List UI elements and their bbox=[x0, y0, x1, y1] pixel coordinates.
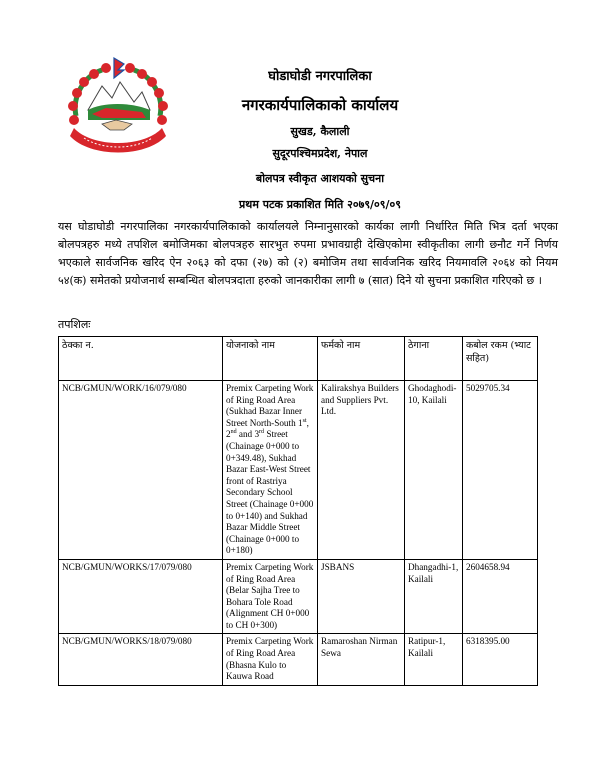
address-line-1: सुखड, कैलाली bbox=[290, 125, 350, 138]
nepal-emblem-icon bbox=[62, 56, 174, 160]
project-name-cell bbox=[223, 381, 318, 560]
project-name-text: Premix Carpeting Work of Ring Road Area (Sukhad Bazar Inner Street North-South 1 bbox=[226, 383, 314, 428]
ordinal-suffix: rd bbox=[259, 429, 265, 436]
contract-no-cell: NCB/GMUN/WORKS/17/079/080 bbox=[59, 559, 223, 634]
contract-no-cell: NCB/GMUN/WORK/16/079/080 bbox=[59, 381, 223, 560]
contract-no-cell: NCB/GMUN/WORKS/18/079/080 bbox=[59, 634, 223, 685]
address-line-2: सुदूरपश्चिमप्रदेश, नेपाल bbox=[272, 147, 368, 160]
notice-title: बोलपत्र स्वीकृत आशयको सुचना bbox=[255, 172, 385, 185]
municipality-name: घोडाघोडी नगरपालिका bbox=[268, 69, 372, 84]
address-cell: Ratipur-1, Kailali bbox=[405, 634, 463, 685]
firm-name-cell: Ramaroshan Nirman Sewa bbox=[318, 634, 405, 685]
details-label: तपशिलः bbox=[58, 318, 91, 331]
firm-name-cell: JSBANS bbox=[318, 559, 405, 634]
column-header-contract-no: ठेक्का न. bbox=[59, 337, 223, 381]
ordinal-suffix: nd bbox=[230, 429, 237, 436]
bid-amount-cell: 5029705.34 bbox=[463, 381, 538, 560]
publish-date: प्रथम पटक प्रकाशित मिति २०७९/०९/०९ bbox=[239, 198, 401, 211]
contracts-table bbox=[58, 336, 538, 686]
column-header-firm-name: फर्मको नाम bbox=[318, 337, 405, 381]
ordinal-suffix: st bbox=[302, 417, 307, 424]
table-row bbox=[59, 381, 538, 560]
firm-name-cell: Kalirakshya Builders and Suppliers Pvt. Ltd. bbox=[318, 381, 405, 560]
project-name-text: Street (Chainage 0+000 to 0+349.48), Sukhad Bazar East-West Street front of Rastriya Secondary School Street (Chainage 0+000 to 0+140) and Sukhad Bazar Middle Street (Chainage 0+000 to 0+180) bbox=[226, 429, 314, 556]
bid-amount-cell: 6318395.00 bbox=[463, 634, 538, 685]
project-name-cell: Premix Carpeting Work of Ring Road Area (Belar Sajha Tree to Bohara Tole Road (Alignment CH 0+000 to CH 0+300) bbox=[223, 559, 318, 634]
notice-body-paragraph: यस घोडाघोडी नगरपालिका नगरकार्यपालिकाको कार्यालयले निम्नानुसारको कार्यका लागी निर्धारित मिति भित्र दर्ता भएका बोलपत्रहरु मध्ये तपशिल बमोजिमका बोलपत्रहरु सारभुत रुपमा प्रभावग्राही देखिएकोमा स्वीकृतीका लागी छनौट गर्ने निर्णय भएकाले सार्वजनिक खरिद ऐन २०६३ को दफा (२७) को (२) बमोजिम तथा सार्वजनिक खरिद नियमावलि २०६४ को नियम ५४(क) समेतको प्रयोजनार्थ सम्बन्धित बोलपत्रदाता हरुको जानकारीका लागी ७ (सात) दिने यो सुचना प्रकाशित गरिएको छ । bbox=[58, 220, 558, 287]
office-name: नगरकार्यपालिकाको कार्यालय bbox=[241, 96, 399, 114]
table-header-row bbox=[59, 337, 538, 381]
table-row bbox=[59, 559, 538, 634]
column-header-address: ठेगाना bbox=[405, 337, 463, 381]
bid-amount-cell: 2604658.94 bbox=[463, 559, 538, 634]
address-cell: Dhangadhi-1, Kailali bbox=[405, 559, 463, 634]
project-name-cell: Premix Carpeting Work of Ring Road Area (Bhasna Kulo to Kauwa Road bbox=[223, 634, 318, 685]
column-header-project-name: योजनाको नाम bbox=[223, 337, 318, 381]
project-name-text: and 3 bbox=[236, 429, 260, 440]
column-header-bid-amount: कबोल रकम (भ्याट सहित) bbox=[463, 337, 538, 381]
table-row bbox=[59, 634, 538, 685]
address-cell: Ghodaghodi-10, Kailali bbox=[405, 381, 463, 560]
project-name-text: , 2 bbox=[226, 417, 309, 440]
